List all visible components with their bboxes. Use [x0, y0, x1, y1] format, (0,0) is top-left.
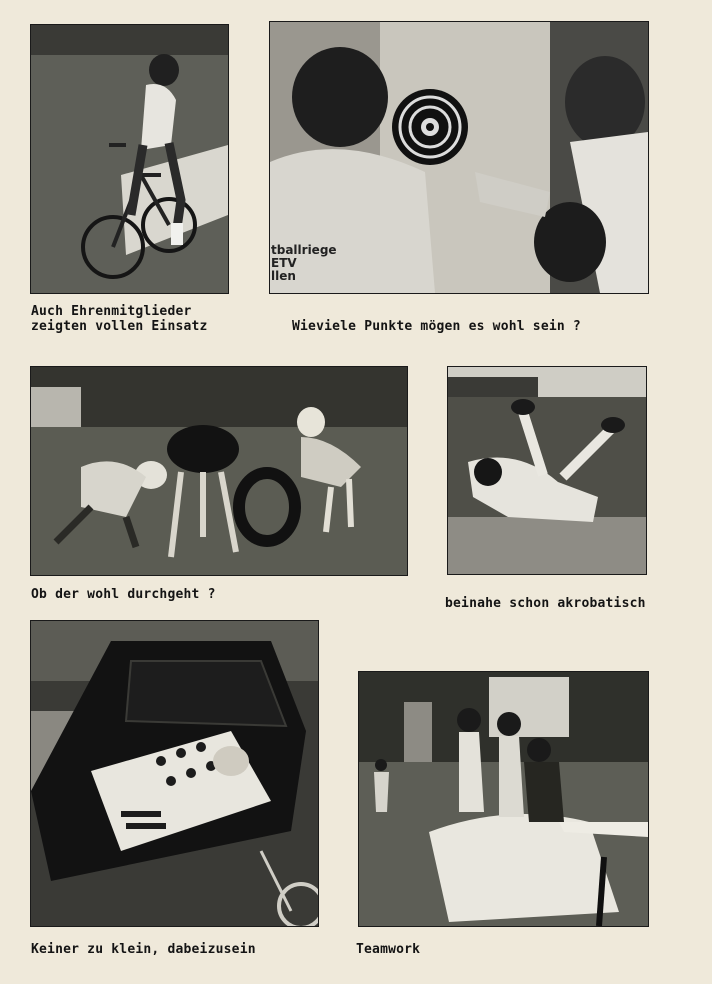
shirt-lettering: tballriege ETV llen [271, 243, 337, 283]
photo-pram [31, 621, 318, 926]
photo-darts [270, 22, 648, 293]
photo-sack-race [359, 672, 648, 926]
caption-acrobat: beinahe schon akrobatisch [445, 596, 646, 611]
photo-acrobat [448, 367, 646, 574]
photo-cyclist [31, 25, 228, 293]
photo-tire [31, 367, 407, 575]
caption-tire: Ob der wohl durchgeht ? [31, 587, 216, 602]
caption-sack-race: Teamwork [356, 942, 421, 957]
caption-darts: Wieviele Punkte mögen es wohl sein ? [292, 319, 581, 334]
caption-cyclist: Auch Ehrenmitglieder zeigten vollen Einsatz [31, 304, 208, 334]
caption-pram: Keiner zu klein, dabeizusein [31, 942, 256, 957]
